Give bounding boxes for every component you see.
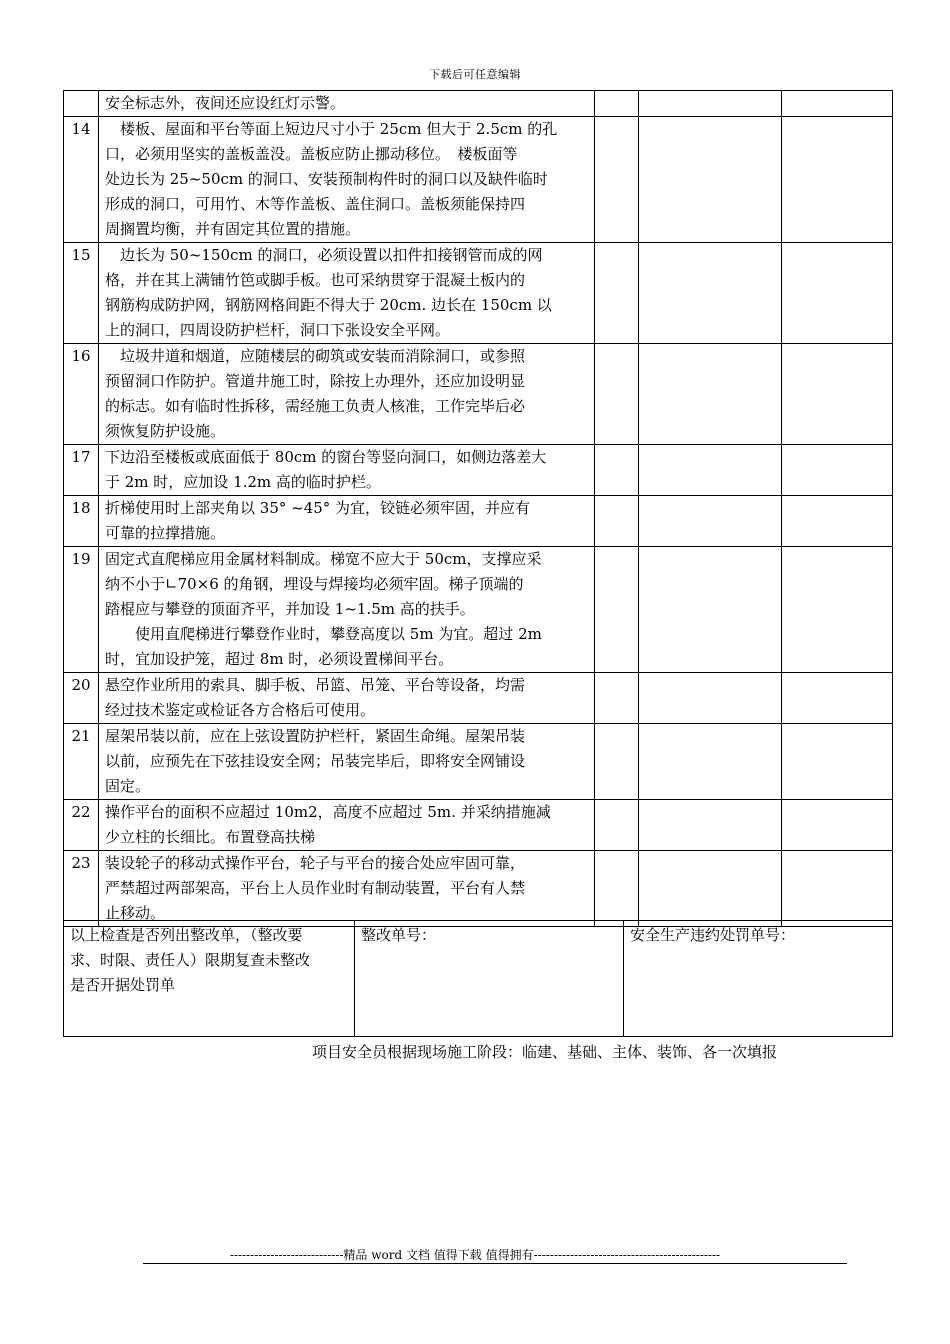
item-content-line: 固定。 xyxy=(105,777,151,795)
blank-cell-a xyxy=(595,547,639,673)
blank-cell-b xyxy=(639,547,782,673)
blank-cell-a xyxy=(595,344,639,445)
blank-cell-c xyxy=(782,851,893,927)
blank-cell-c xyxy=(782,117,893,243)
table-row xyxy=(64,117,893,243)
item-content-line: 可靠的拉撑措施。 xyxy=(105,524,226,542)
blank-cell-c xyxy=(782,445,893,496)
blank-cell-c xyxy=(782,91,893,117)
item-content-line: 的标志。如有临时性拆移，需经施工负责人核准，工作完毕后必 xyxy=(105,397,526,415)
item-content-line: 踏棍应与攀登的顶面齐平，并加设 1~1.5m 高的扶手。 xyxy=(105,600,475,618)
item-content-line: 于 2m 时，应加设 1.2m 高的临时护栏。 xyxy=(105,473,381,491)
blank-cell-a xyxy=(595,724,639,800)
watermark-text: ----------------------------精品 word 文档 值得下载 值得拥有---------------------------------------------- xyxy=(229,1248,721,1262)
blank-cell-c xyxy=(782,243,893,344)
table-row xyxy=(64,243,893,344)
table-row xyxy=(64,445,893,496)
item-number xyxy=(64,91,99,117)
table-row xyxy=(64,800,893,851)
item-content-line: 经过技术鉴定或检证各方合格后可使用。 xyxy=(105,701,376,719)
item-content-line: 安全标志外，夜间还应设红灯示警。 xyxy=(105,94,346,112)
item-content xyxy=(99,243,595,344)
item-content xyxy=(99,117,595,243)
blank-cell-c xyxy=(782,800,893,851)
item-number: 20 xyxy=(64,673,99,724)
item-number: 19 xyxy=(64,547,99,673)
item-content-line: 使用直爬梯进行攀登作业时，攀登高度以 5m 为宜。超过 2m xyxy=(105,625,542,643)
item-content-line: 操作平台的面积不应超过 10m2，高度不应超过 5m. 并采纳措施减 xyxy=(105,803,551,821)
table-row xyxy=(64,91,893,117)
blank-cell-b xyxy=(639,851,782,927)
table-row xyxy=(64,496,893,547)
item-content-line: 周搁置均衡，并有固定其位置的措施。 xyxy=(105,220,361,238)
item-content xyxy=(99,673,595,724)
blank-cell-a xyxy=(595,445,639,496)
blank-cell-c xyxy=(782,724,893,800)
blank-cell-b xyxy=(639,445,782,496)
rectification-question xyxy=(64,921,355,1037)
blank-cell-b xyxy=(639,344,782,445)
blank-cell-b xyxy=(639,800,782,851)
item-content-line: 纳不小于∟70×6 的角钢，埋设与焊接均必须牢固。梯子顶端的 xyxy=(105,575,524,593)
table-row xyxy=(64,851,893,927)
blank-cell-b xyxy=(639,673,782,724)
page-header: 下载后可任意编辑 xyxy=(429,68,521,81)
blank-cell-a xyxy=(595,91,639,117)
item-content-line: 格，并在其上满铺竹笆或脚手板。也可采纳贯穿于混凝土板内的 xyxy=(105,271,526,289)
item-content-line: 悬空作业所用的索具、脚手板、吊篮、吊笼、平台等设备，均需 xyxy=(105,676,526,694)
rectification-number-label: 整改单号： xyxy=(361,926,437,944)
table-row xyxy=(64,724,893,800)
item-content xyxy=(99,91,595,117)
table-row xyxy=(64,673,893,724)
item-content-line: 止移动。 xyxy=(105,904,166,922)
item-content-line: 屋架吊装以前，应在上弦设置防护栏杆，紧固生命绳。屋架吊装 xyxy=(105,727,526,745)
rectification-question-line: 以上检查是否列出整改单，（整改要 xyxy=(70,926,303,944)
item-content-line: 楼板、屋面和平台等面上短边尺寸小于 25cm 但大于 2.5cm 的孔 xyxy=(105,120,558,138)
item-content-line: 边长为 50~150cm 的洞口，必须设置以扣件扣接钢管而成的网 xyxy=(105,246,543,264)
item-content-line: 装设轮子的移动式操作平台，轮子与平台的接合处应牢固可靠， xyxy=(105,854,526,872)
item-number: 18 xyxy=(64,496,99,547)
item-content xyxy=(99,724,595,800)
inspection-table xyxy=(63,90,893,927)
item-number: 17 xyxy=(64,445,99,496)
table-row xyxy=(64,344,893,445)
footer-note: 项目安全员根据现场施工阶段：临建、基础、主体、装饰、各一次填报 xyxy=(312,1043,778,1061)
item-number: 23 xyxy=(64,851,99,927)
item-number: 14 xyxy=(64,117,99,243)
item-number: 16 xyxy=(64,344,99,445)
blank-cell-c xyxy=(782,344,893,445)
item-content xyxy=(99,496,595,547)
item-content-line: 严禁超过两部架高，平台上人员作业时有制动装置，平台有人禁 xyxy=(105,879,526,897)
item-content-line: 口，必须用坚实的盖板盖没。盖板应防止挪动移位。 楼板面等 xyxy=(105,145,518,163)
blank-cell-a xyxy=(595,851,639,927)
blank-cell-a xyxy=(595,496,639,547)
item-content-line: 时，宜加设护笼，超过 8m 时，必须设置梯间平台。 xyxy=(105,650,454,668)
item-content xyxy=(99,800,595,851)
blank-cell-b xyxy=(639,724,782,800)
blank-cell-a xyxy=(595,243,639,344)
inspection-table-body xyxy=(64,91,893,927)
item-content-line: 形成的洞口，可用竹、木等作盖板、盖住洞口。盖板须能保持四 xyxy=(105,195,526,213)
item-content-line: 预留洞口作防护。管道井施工时，除按上办理外，还应加设明显 xyxy=(105,372,526,390)
blank-cell-c xyxy=(782,547,893,673)
penalty-number-cell xyxy=(624,921,893,1037)
blank-cell-b xyxy=(639,117,782,243)
blank-cell-b xyxy=(639,496,782,547)
blank-cell-b xyxy=(639,91,782,117)
item-content-line: 以前，应预先在下弦挂设安全网；吊装完毕后，即将安全网铺设 xyxy=(105,752,526,770)
blank-cell-a xyxy=(595,673,639,724)
item-content xyxy=(99,547,595,673)
blank-cell-a xyxy=(595,117,639,243)
blank-cell-b xyxy=(639,243,782,344)
item-content xyxy=(99,344,595,445)
item-content-line: 下边沿至楼板或底面低于 80cm 的窗台等竖向洞口，如侧边落差大 xyxy=(105,448,547,466)
item-content-line: 处边长为 25~50cm 的洞口、安装预制构件时的洞口以及缺件临时 xyxy=(105,170,548,188)
item-number: 22 xyxy=(64,800,99,851)
rectification-question-line: 求、时限、责任人）限期复查未整改 xyxy=(70,951,311,969)
item-content-line: 折梯使用时上部夹角以 35° ~45° 为宜，铰链必须牢固，并应有 xyxy=(105,499,531,517)
blank-cell-c xyxy=(782,496,893,547)
item-content xyxy=(99,851,595,927)
item-content-line: 钢筋构成防护网，钢筋网格间距不得大于 20cm. 边长在 150cm 以 xyxy=(105,296,552,314)
item-number: 15 xyxy=(64,243,99,344)
rectification-table xyxy=(63,920,893,1037)
table-row xyxy=(64,547,893,673)
item-content-line: 须恢复防护设施。 xyxy=(105,422,226,440)
blank-cell-a xyxy=(595,800,639,851)
penalty-number-label: 安全生产违约处罚单号： xyxy=(630,926,796,944)
item-content-line: 少立柱的长细比。布置登高扶梯 xyxy=(105,828,316,846)
blank-cell-c xyxy=(782,673,893,724)
item-content-line: 固定式直爬梯应用金属材料制成。梯宽不应大于 50cm，支撑应采 xyxy=(105,550,542,568)
item-content-line: 上的洞口，四周设防护栏杆，洞口下张设安全平网。 xyxy=(105,321,451,339)
rectification-number-cell xyxy=(355,921,624,1037)
item-content-line: 垃圾井道和烟道，应随楼层的砌筑或安装而消除洞口，或参照 xyxy=(105,347,526,365)
item-content xyxy=(99,445,595,496)
rectification-question-line: 是否开据处罚单 xyxy=(70,976,176,994)
footer-divider xyxy=(143,1263,847,1264)
item-number: 21 xyxy=(64,724,99,800)
